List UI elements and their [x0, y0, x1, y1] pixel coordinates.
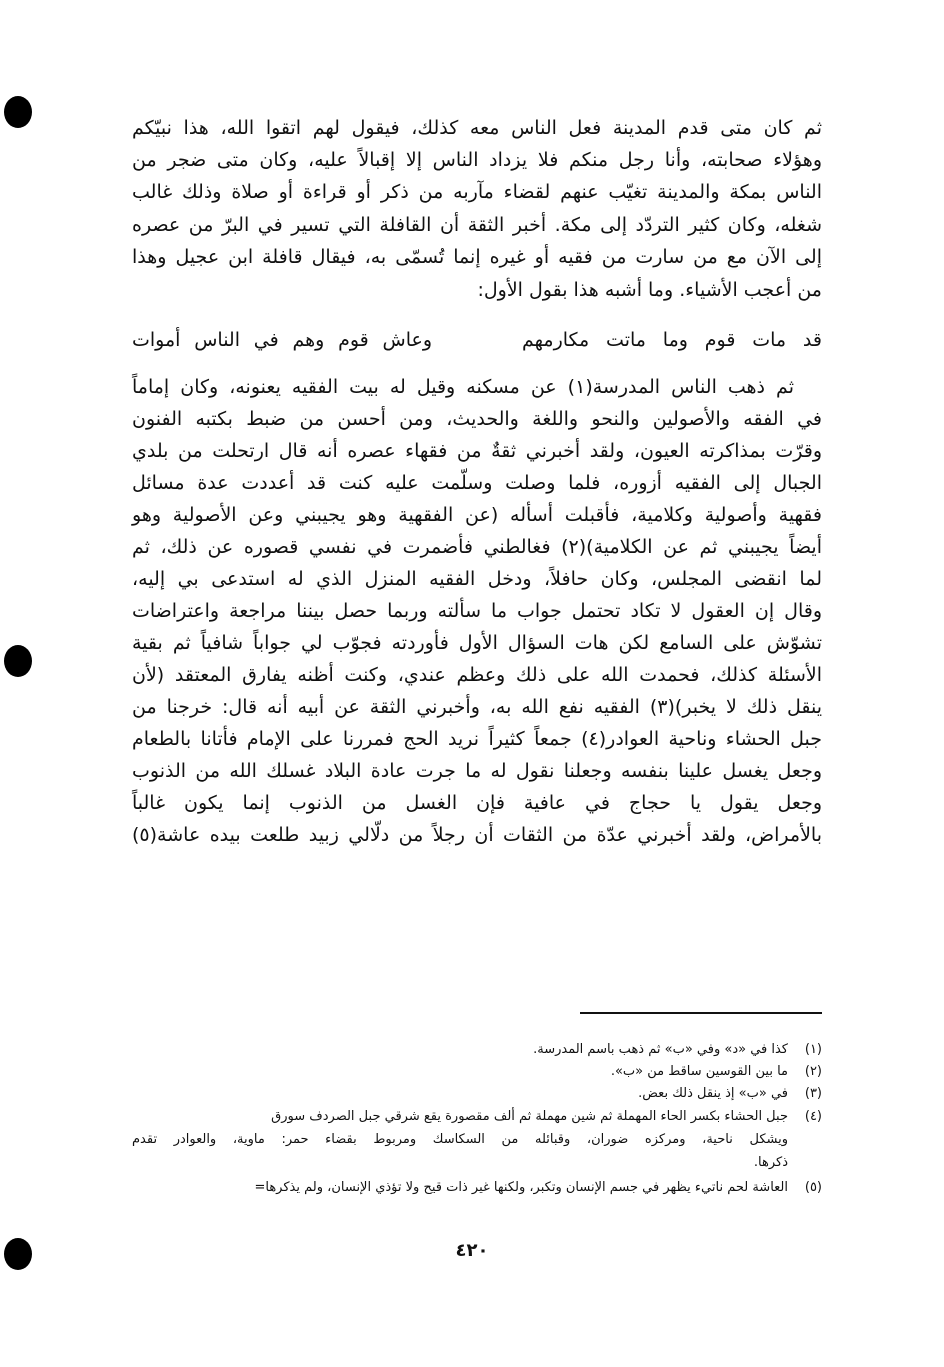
footnote [132, 1106, 822, 1128]
text-line: ينقل ذلك لا يخبر)(٣) الفقيه نفع الله به، وأخبرني الثقة عن أبيه أنه قال: خرجنا من [132, 696, 822, 718]
poem-verse [132, 325, 822, 355]
footnote-text: العاشة لحم ناتيء يظهر في جسم الإنسان وتكبر، ولكنها غير ذات قيح ولا تؤذي الإنسان، ولم يذكرها= [254, 1180, 788, 1195]
text-line: جبل الحشاء وناحية العوادر(٤) جمعاً كثيراً نريد الحج فمررنا على الإمام فأتانا بالطعام [132, 728, 822, 750]
text-line: من أعجب الأشياء. وما أشبه هذا بقول الأول: [477, 279, 822, 301]
text-line: لما انقضى المجلس، وكان حافلاً، ودخل الفقيه المنزل الذي له استدعى بي إليه، [132, 568, 822, 590]
footnote [132, 1061, 822, 1083]
binding-hole-mark [4, 96, 32, 128]
footnote-text: جبل الحشاء بكسر الحاء المهملة ثم شين مهملة ثم ألف مقصورة يقع شرقي جبل الصردف سورق [271, 1109, 788, 1124]
binding-hole-mark [4, 645, 32, 677]
text-line: فقهية وأصولية وكلامية، فأقبلت أسأله (عن الفقهية وهو يجيبني وعن الأصولية وهو [132, 504, 822, 526]
text-line: الجبال إلى الفقيه أزوره، فلما وصلت وسلّمت عليه كنت قد أعددت عدة مسائل [132, 472, 822, 494]
text-line: الأسئلة كذلك، فحمدت الله على ذلك وعظم عندي، وكنت أظنه يفارق المعتقد (لأن [132, 664, 822, 686]
text-line: وهؤلاء صحابته، وأنا رجل منكم فلا يزداد الناس إلا إقبالاً عليه، وكان متى ضجر من [132, 149, 822, 171]
footnote-continuation: ويشكل ناحية، ومركزه ضوران، وقبائله من السكاسك ومربوط بقضاء حمر: ماوية، والعوادر تقدم [132, 1132, 788, 1147]
text-line: وقرّت بمذاكرته العيون، ولقد أخبرني ثقةٌ من فقهاء عصره أنه قال ارتحلت من بلدي [132, 440, 822, 462]
footnote [132, 1039, 822, 1061]
footnote-separator [580, 1012, 822, 1014]
footnote-continuation: ذكرها. [753, 1155, 788, 1170]
footnote-number: (٥) [804, 1180, 822, 1195]
text-line: تشوّش على السامع لكن هات السؤال الأول فأوردته فجوّب لي جواباً شافياً ثم بقية [132, 632, 822, 654]
poem-first-hemistich: قد مات قوم وما ماتت مكارمهم [522, 329, 822, 351]
text-line: ثم ذهب الناس المدرسة(١) عن مسكنه وقيل له بيت الفقيه يعنونه، وكان إماماً [132, 376, 794, 398]
text-line: الناس بمكة والمدينة تغيّب عنهم لقضاء مآربه من ذكر أو قراءة أو صلاة وذلك غالب [132, 181, 822, 203]
footnote-number: (٤) [804, 1109, 822, 1124]
footnote-text: في «ب» إذ ينقل ذلك بعض. [638, 1086, 788, 1101]
footnote-number: (٢) [804, 1064, 822, 1079]
text-line: وجعل يقول يا حجاج في عافية فإن الغسل من الذنوب إنما يكون غالباً [132, 792, 822, 814]
text-line: أيضاً يجيبني ثم عن الكلامية)(٢) فغالطني فأضمرت في نفسي قصوره عن ذلك، ثم [132, 536, 822, 558]
page-number: ٤٢٠ [455, 1240, 489, 1261]
footnote-number: (١) [804, 1042, 822, 1057]
text-line: شغله، وكان كثير التردّد إلى مكة. أخبر الثقة أن القافلة التي تسير في البرّ من عصره [132, 214, 822, 236]
poem-second-hemistich: وعاش قوم وهم في الناس أموات [132, 329, 432, 351]
text-line: وجعل يغسل علينا بنفسه وجعلنا نقول له ما جرت عادة البلاد غسلك الله من الذنوب [132, 760, 822, 782]
footnote-text: كذا في «د» وفي «ب» ثم ذهب باسم المدرسة. [533, 1042, 788, 1057]
text-line: بالأمراض، ولقد أخبرني عدّة من الثقات أن رجلاً من دلّالي زبيد طلعت بيده عاشة(٥) [132, 824, 822, 846]
text-line: في الفقه والأصولين والنحو واللغة والحديث، ومن أحسن من ضبط بكتبه الفنون [132, 408, 822, 430]
footnote-text: ما بين القوسين ساقط من «ب». [610, 1064, 788, 1079]
text-line: وقال إن العقول لا تكاد تحتمل جواب ما سألته وربما حصل بيننا مراجعة واعتراضات [132, 600, 822, 622]
text-line: ثم كان متى قدم المدينة فعل الناس معه كذلك، فيقول لهم اتقوا الله، هذا نبيّكم [132, 117, 822, 139]
footnote [132, 1177, 822, 1199]
text-line: إلى الآن مع من سارت من فقيه أو غيره إنما تُسمّى به، فيقال قافلة ابن عجيل وهذا [132, 246, 822, 268]
footnote-number: (٣) [804, 1086, 822, 1101]
footnote [132, 1083, 822, 1105]
